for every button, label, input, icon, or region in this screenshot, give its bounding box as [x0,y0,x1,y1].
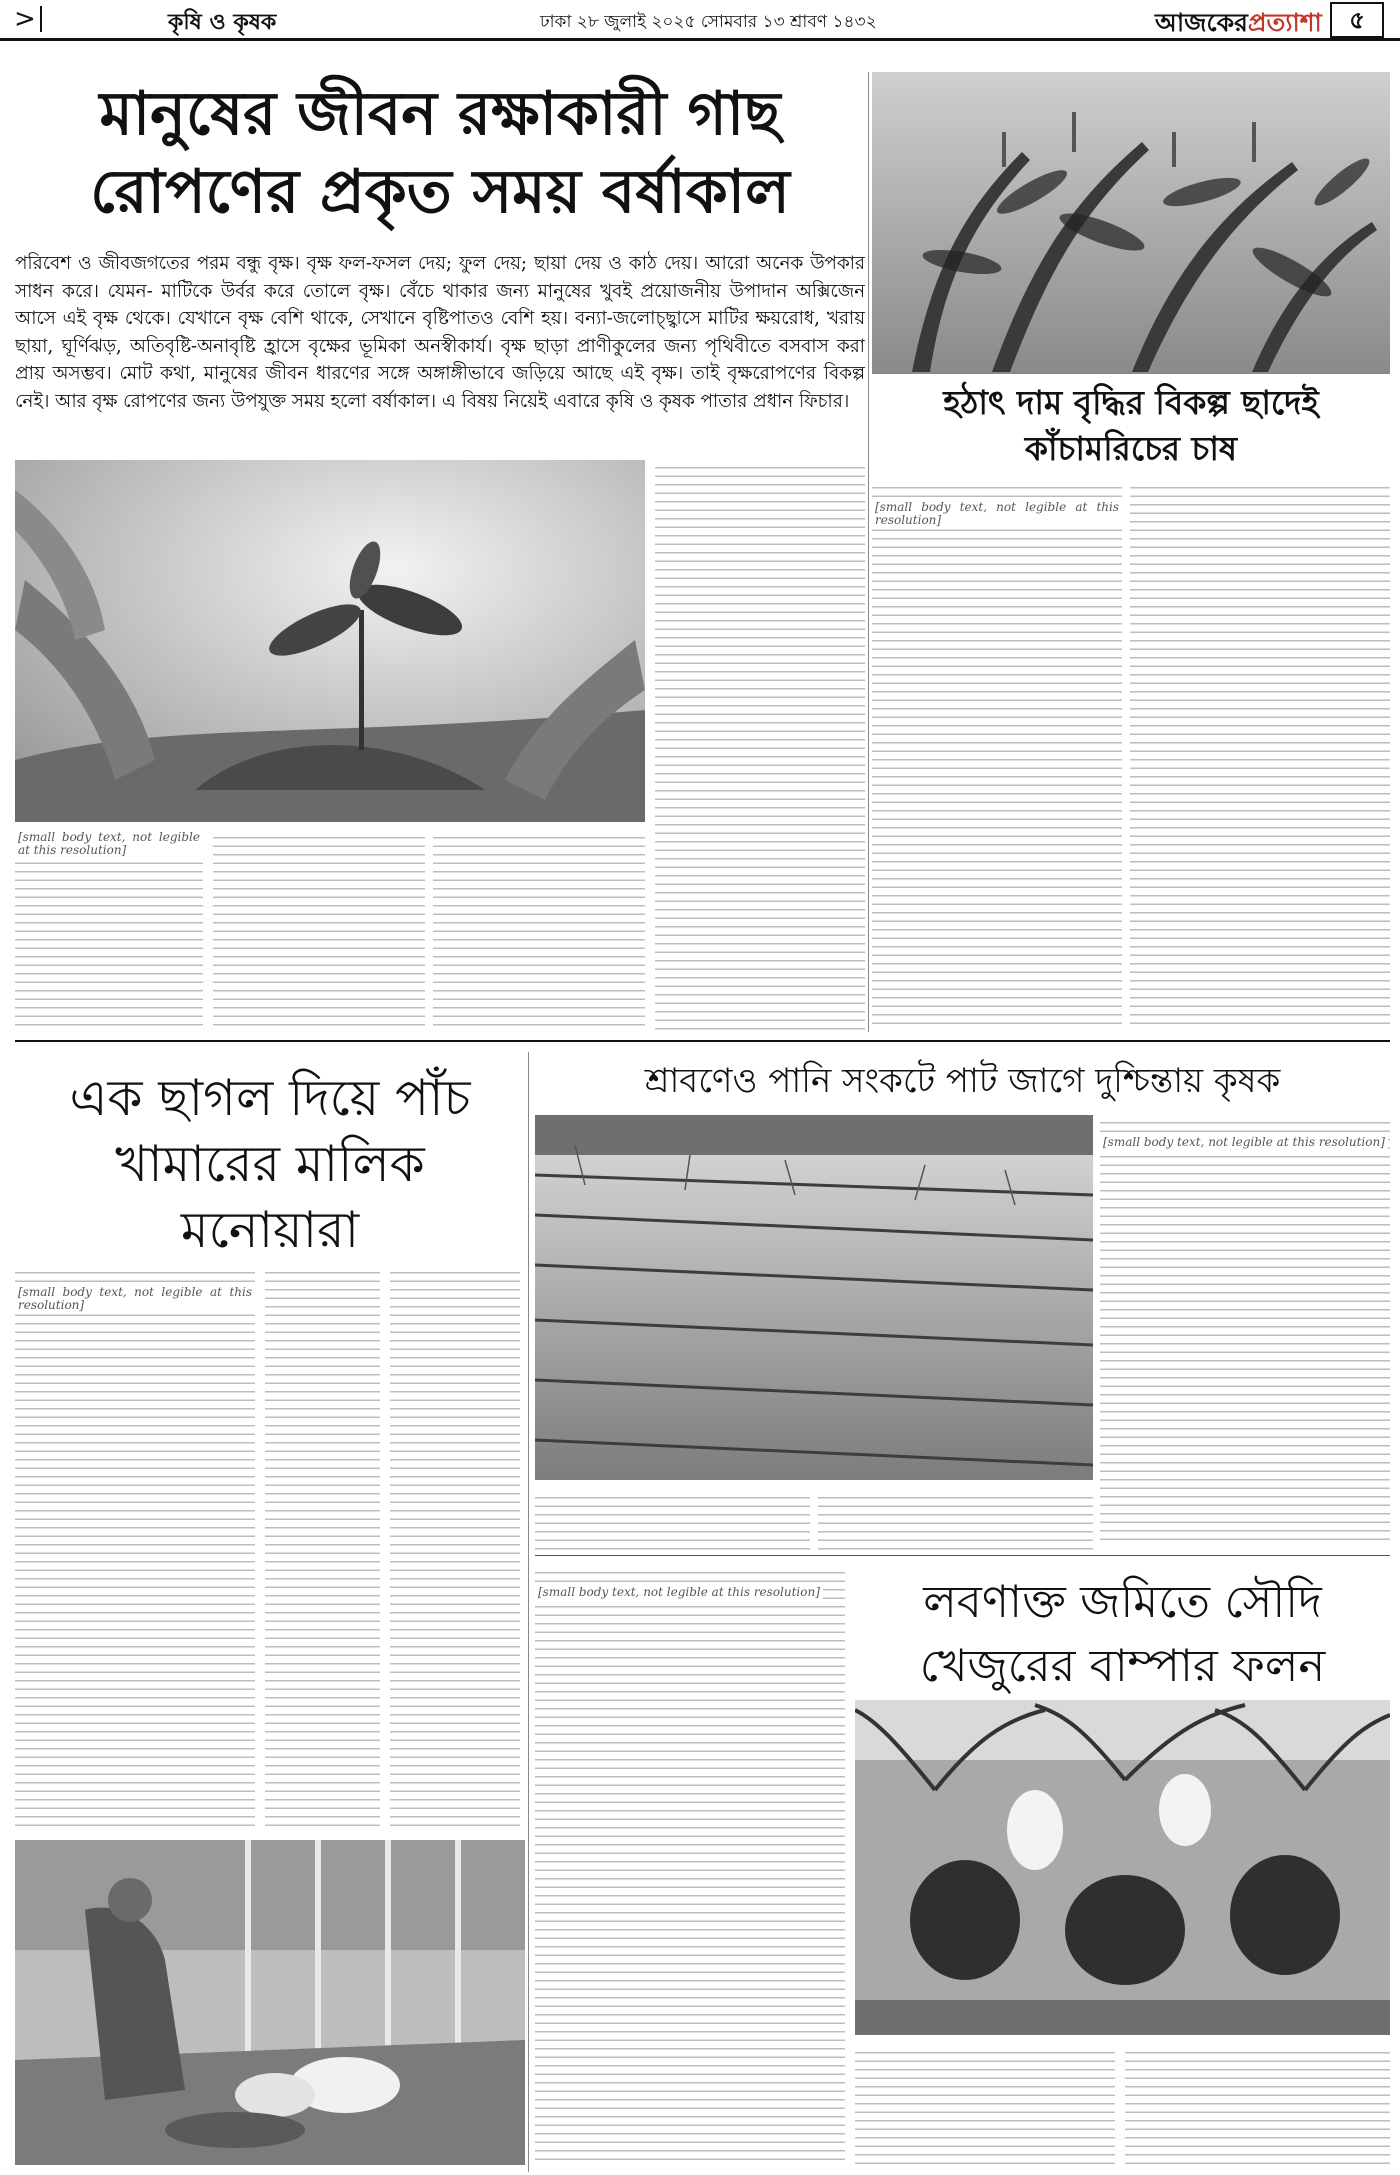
goat-title-line1: এক ছাগল দিয়ে পাঁচ [69,1069,471,1127]
lead-intro: পরিবেশ ও জীবজগতের পরম বন্ধু বৃক্ষ। বৃক্ষ ফল-ফসল দেয়; ফুল দেয়; ছায়া দেয় ও কাঠ দেয়। আরো অনেক উপকার সাধন করে। যেমন- মাটিকে উর্বর করে তোলে বৃক্ষ। বেঁচে থাকার জন্য মানুষের খুবই প্রয়োজনীয় উপাদান অক্সিজেন আসে এই বৃক্ষ থেকে। যেখানে বৃক্ষ বেশি থাকে, সেখানে বৃষ্টিপাতও বেশি হয়। বন্যা-জলোচ্ছ্বাসে মাটির ক্ষয়রোধ, খরায় ছায়া, ঘূর্ণিঝড়, অতিবৃষ্টি-অনাবৃষ্টি হ্রাসে বৃক্ষের ভূমিকা অনস্বীকার্য। বৃক্ষ ছাড়া প্রাণীকুলের জন্য পৃথিবীতে বসবাস করা প্রায় অসম্ভব। মোট কথা, মানুষের জীবন ধারণের সঙ্গে অঙ্গাঙ্গীভাবে জড়িয়ে আছে এই বৃক্ষ। তাই বৃক্ষরোপণের বিকল্প নেই। আর বৃক্ষ রোপণের জন্য উপযুক্ত সময় হলো বর্ষাকাল। এ বিষয় নিয়েই এবারে কৃষি ও কৃষক পাতার প্রধান ফিচার। [15,253,865,412]
section-divider-2 [535,1555,1390,1556]
chili-body-placeholder: [small body text, not legible at this resolution] [872,500,1122,528]
header-divider [40,6,42,32]
chili-body-col1 [872,480,1122,1030]
page-header [0,0,1400,41]
planting-photo [15,460,645,822]
lead-body-placeholder: [small body text, not legible at this resolution] [15,830,203,858]
jute-field-photo [535,1115,1093,1480]
section-divider [15,1040,1390,1042]
chevron-right-icon[interactable]: > [14,4,36,34]
newspaper-logo [1155,3,1322,46]
jute-title: শ্রাবণেও পানি সংকটে পাট জাগে দুশ্চিন্তায় কৃষক [644,1061,1281,1101]
lead-body-col4 [655,460,865,1030]
lead-body-col3 [433,830,645,1030]
dates-body-col2 [855,2045,1115,2167]
chili-body-col2 [1130,480,1390,1030]
chili-title-line1: হঠাৎ দাম বৃদ্ধির বিকল্প ছাদেই [943,383,1319,422]
page-number: ৫ [1330,2,1384,38]
goat-body-col2 [265,1265,380,1830]
date-palm-photo [855,1700,1390,2035]
jute-body-col2 [818,1490,1093,1550]
chili-photo [872,72,1390,374]
chili-headline [872,380,1390,472]
chili-title-line2: কাঁচামরিচের চাষ [1024,429,1238,468]
dates-title-line1: লবণাক্ত জমিতে সৌদি [923,1575,1322,1628]
column-divider [868,72,869,1032]
dates-headline [855,1570,1390,1698]
goat-headline [15,1065,525,1263]
goat-title-line2: খামারের মালিক [115,1135,425,1193]
jute-body-col1 [535,1490,810,1550]
section-name: কৃষি ও কৃষক [168,9,277,35]
dates-body-placeholder: [small body text, not legible at this resolution] [535,1585,823,1600]
jute-body-col-right [1100,1115,1390,1545]
logo-part2: প্রত্যাশা [1247,8,1322,37]
dates-body-col3 [1125,2045,1390,2167]
goat-title-line3: মনোয়ারা [180,1201,360,1259]
jute-headline [535,1058,1390,1104]
column-divider-2 [528,1052,529,2172]
issue-date: ঢাকা ২৮ জুলাই ২০২৫ সোমবার ১৩ শ্রাবণ ১৪৩২ [540,12,877,32]
lead-title-line2: রোপণের প্রকৃত সময় বর্ষাকাল [90,157,790,227]
lead-headline [15,75,865,231]
lead-title-line1: মানুষের জীবন রক্ষাকারী গাছ [99,79,781,149]
goat-body-placeholder: [small body text, not legible at this resolution] [15,1285,255,1313]
jute-body-placeholder: [small body text, not legible at this resolution] [1100,1135,1388,1150]
lead-body-col2 [213,830,425,1030]
goat-body-col3 [390,1265,520,1830]
dates-body-col1 [535,1565,845,2165]
logo-part1: আজকের [1155,8,1248,37]
dates-title-line2: খেজুরের বাম্পার ফলন [919,1639,1326,1692]
goat-body-col1 [15,1265,255,1830]
lead-body-col1 [15,830,203,1030]
goat-photo [15,1840,525,2165]
